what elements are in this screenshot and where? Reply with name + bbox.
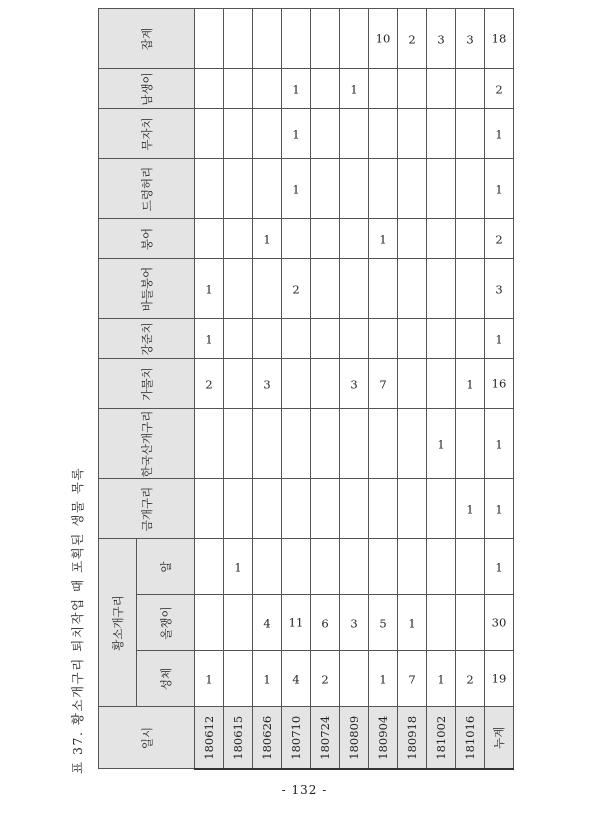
table-cell [340,479,369,539]
table-cell: 16 [485,359,514,409]
table-cell [195,409,224,479]
table-cell [340,259,369,319]
table-cell [311,159,340,219]
table-cell [224,109,253,159]
table-cell [253,259,282,319]
header-species: 드렁허리 [99,159,195,219]
table-cell: 2 [311,651,340,707]
table-cell: 11 [282,595,311,651]
table-cell: 1 [253,219,282,259]
table-cell [427,69,456,109]
row-date: 누계 [485,707,514,769]
table-cell [311,219,340,259]
table-cell [224,359,253,409]
table-cell: 4 [253,595,282,651]
header-bullfrog: 황소개구리 [99,539,137,707]
table-cell: 2 [195,359,224,409]
table-cell [340,651,369,707]
table-row [485,9,514,769]
table-cell [340,159,369,219]
header-species: 남생이 [99,69,195,109]
table-cell: 3 [485,259,514,319]
table-cell: 1 [427,409,456,479]
table-cell [398,359,427,409]
table-cell: 1 [224,539,253,595]
table-cell [311,409,340,479]
table-cell [311,319,340,359]
table-cell [340,109,369,159]
table-cell: 1 [485,319,514,359]
table-cell [253,9,282,69]
table-cell: 1 [485,409,514,479]
row-date: 180918 [398,707,427,769]
table-cell [311,259,340,319]
table-cell [398,479,427,539]
table-cell [311,9,340,69]
table-cell [340,539,369,595]
table-cell [398,109,427,159]
header-species: 붕어 [99,219,195,259]
table-cell [224,651,253,707]
table-cell: 4 [282,651,311,707]
table-cell [369,259,398,319]
table-cell: 1 [253,651,282,707]
table-cell: 2 [485,69,514,109]
table-cell [456,109,485,159]
table-cell: 2 [398,9,427,69]
table-cell [456,539,485,595]
species-table [98,8,514,770]
table-cell [369,539,398,595]
table-cell: 7 [369,359,398,409]
table-cell [369,159,398,219]
table-cell: 1 [485,159,514,219]
table-cell: 3 [456,9,485,69]
table-cell [456,159,485,219]
table-cell [195,595,224,651]
table-cell [369,479,398,539]
header-species: 잡계 [99,9,195,69]
row-date: 181016 [456,707,485,769]
table-cell [195,69,224,109]
header-tadpole: 올챙이 [137,595,195,651]
table-cell [253,479,282,539]
table-cell [195,479,224,539]
table-cell [311,359,340,409]
table-cell [340,9,369,69]
table-cell [195,159,224,219]
table-cell [427,259,456,319]
table-cell: 1 [195,259,224,319]
table-row [195,9,224,769]
table-cell: 2 [485,219,514,259]
table-cell [224,159,253,219]
row-date: 180612 [195,707,224,769]
table-cell: 1 [398,595,427,651]
table-cell [253,409,282,479]
table-cell [195,219,224,259]
table-cell: 1 [195,319,224,359]
header-species: 바들붕어 [99,259,195,319]
table-cell [224,259,253,319]
header-date: 일시 [99,707,195,769]
table-cell [427,109,456,159]
table-cell: 1 [485,539,514,595]
row-date: 181002 [427,707,456,769]
table-cell [311,69,340,109]
table-cell [224,69,253,109]
table-cell [427,539,456,595]
header-species: 무자치 [99,109,195,159]
table-cell [398,259,427,319]
table-cell [253,69,282,109]
header-egg: 알 [137,539,195,595]
table-cell [195,539,224,595]
table-cell [224,319,253,359]
table-cell [195,109,224,159]
table-row [456,9,485,769]
table-cell: 1 [369,219,398,259]
table-cell: 1 [456,359,485,409]
table-cell [340,319,369,359]
table-cell [282,319,311,359]
table-cell: 2 [456,651,485,707]
table-cell [427,595,456,651]
table-cell [224,595,253,651]
table-cell: 6 [311,595,340,651]
table-cell: 10 [369,9,398,69]
table-cell [456,69,485,109]
table-cell [398,319,427,359]
header-adult: 성체 [137,651,195,707]
table-cell [369,69,398,109]
table-cell [398,219,427,259]
header-species: 가물치 [99,359,195,409]
table-row [253,9,282,769]
table-cell [398,409,427,479]
table-cell: 1 [485,109,514,159]
table-cell [253,539,282,595]
table-cell [427,159,456,219]
table-cell [311,479,340,539]
table-cell: 18 [485,9,514,69]
table-cell: 1 [282,159,311,219]
table-cell [369,319,398,359]
row-date: 180626 [253,707,282,769]
table-cell [398,159,427,219]
table-cell: 19 [485,651,514,707]
table-cell: 1 [282,109,311,159]
table-cell: 1 [427,651,456,707]
table-cell: 30 [485,595,514,651]
table-cell [253,109,282,159]
header-species: 한국산개구리 [99,409,195,479]
table-row [369,9,398,769]
table-row [311,9,340,769]
table-cell [369,409,398,479]
row-date: 180615 [224,707,253,769]
row-date: 180904 [369,707,398,769]
header-species: 강준치 [99,319,195,359]
table-body [195,9,514,769]
table-cell [253,319,282,359]
table-cell [282,409,311,479]
page-number: - 132 - [281,783,328,797]
table-cell [282,9,311,69]
table-cell: 1 [485,479,514,539]
table-cell [456,319,485,359]
table-cell [398,539,427,595]
table-row [224,9,253,769]
table-cell [224,479,253,539]
table-cell [224,409,253,479]
table-cell [456,595,485,651]
table-cell [456,259,485,319]
table-cell [340,409,369,479]
row-date: 180724 [311,707,340,769]
table-cell [456,409,485,479]
table-cell: 7 [398,651,427,707]
row-date: 180710 [282,707,311,769]
table-row [427,9,456,769]
table-cell [398,69,427,109]
table-cell: 2 [282,259,311,319]
table-cell [253,159,282,219]
table-cell: 3 [253,359,282,409]
table-container [98,27,507,770]
table-row [398,9,427,769]
table-cell [282,479,311,539]
table-cell [427,319,456,359]
table-cell [369,109,398,159]
table-cell [427,219,456,259]
table-cell: 1 [282,69,311,109]
table-cell: 1 [340,69,369,109]
row-date: 180809 [340,707,369,769]
table-cell: 1 [456,479,485,539]
table-cell: 5 [369,595,398,651]
table-row [340,9,369,769]
table-cell [282,219,311,259]
table-cell [195,9,224,69]
table-caption: 표 37. 황소개구리 퇴치작업 때 포획된 생물 목록 [70,466,85,774]
table-cell [282,539,311,595]
table-cell [224,9,253,69]
table-cell [427,359,456,409]
table-cell [224,219,253,259]
table-cell [340,219,369,259]
table-cell [311,539,340,595]
table-cell: 3 [340,359,369,409]
table-cell [456,219,485,259]
table-cell [282,359,311,409]
table-cell [311,109,340,159]
table-cell: 3 [340,595,369,651]
table-cell [427,479,456,539]
table-cell: 3 [427,9,456,69]
table-cell: 1 [369,651,398,707]
table-row [282,9,311,769]
table-cell: 1 [195,651,224,707]
header-species: 금개구리 [99,479,195,539]
